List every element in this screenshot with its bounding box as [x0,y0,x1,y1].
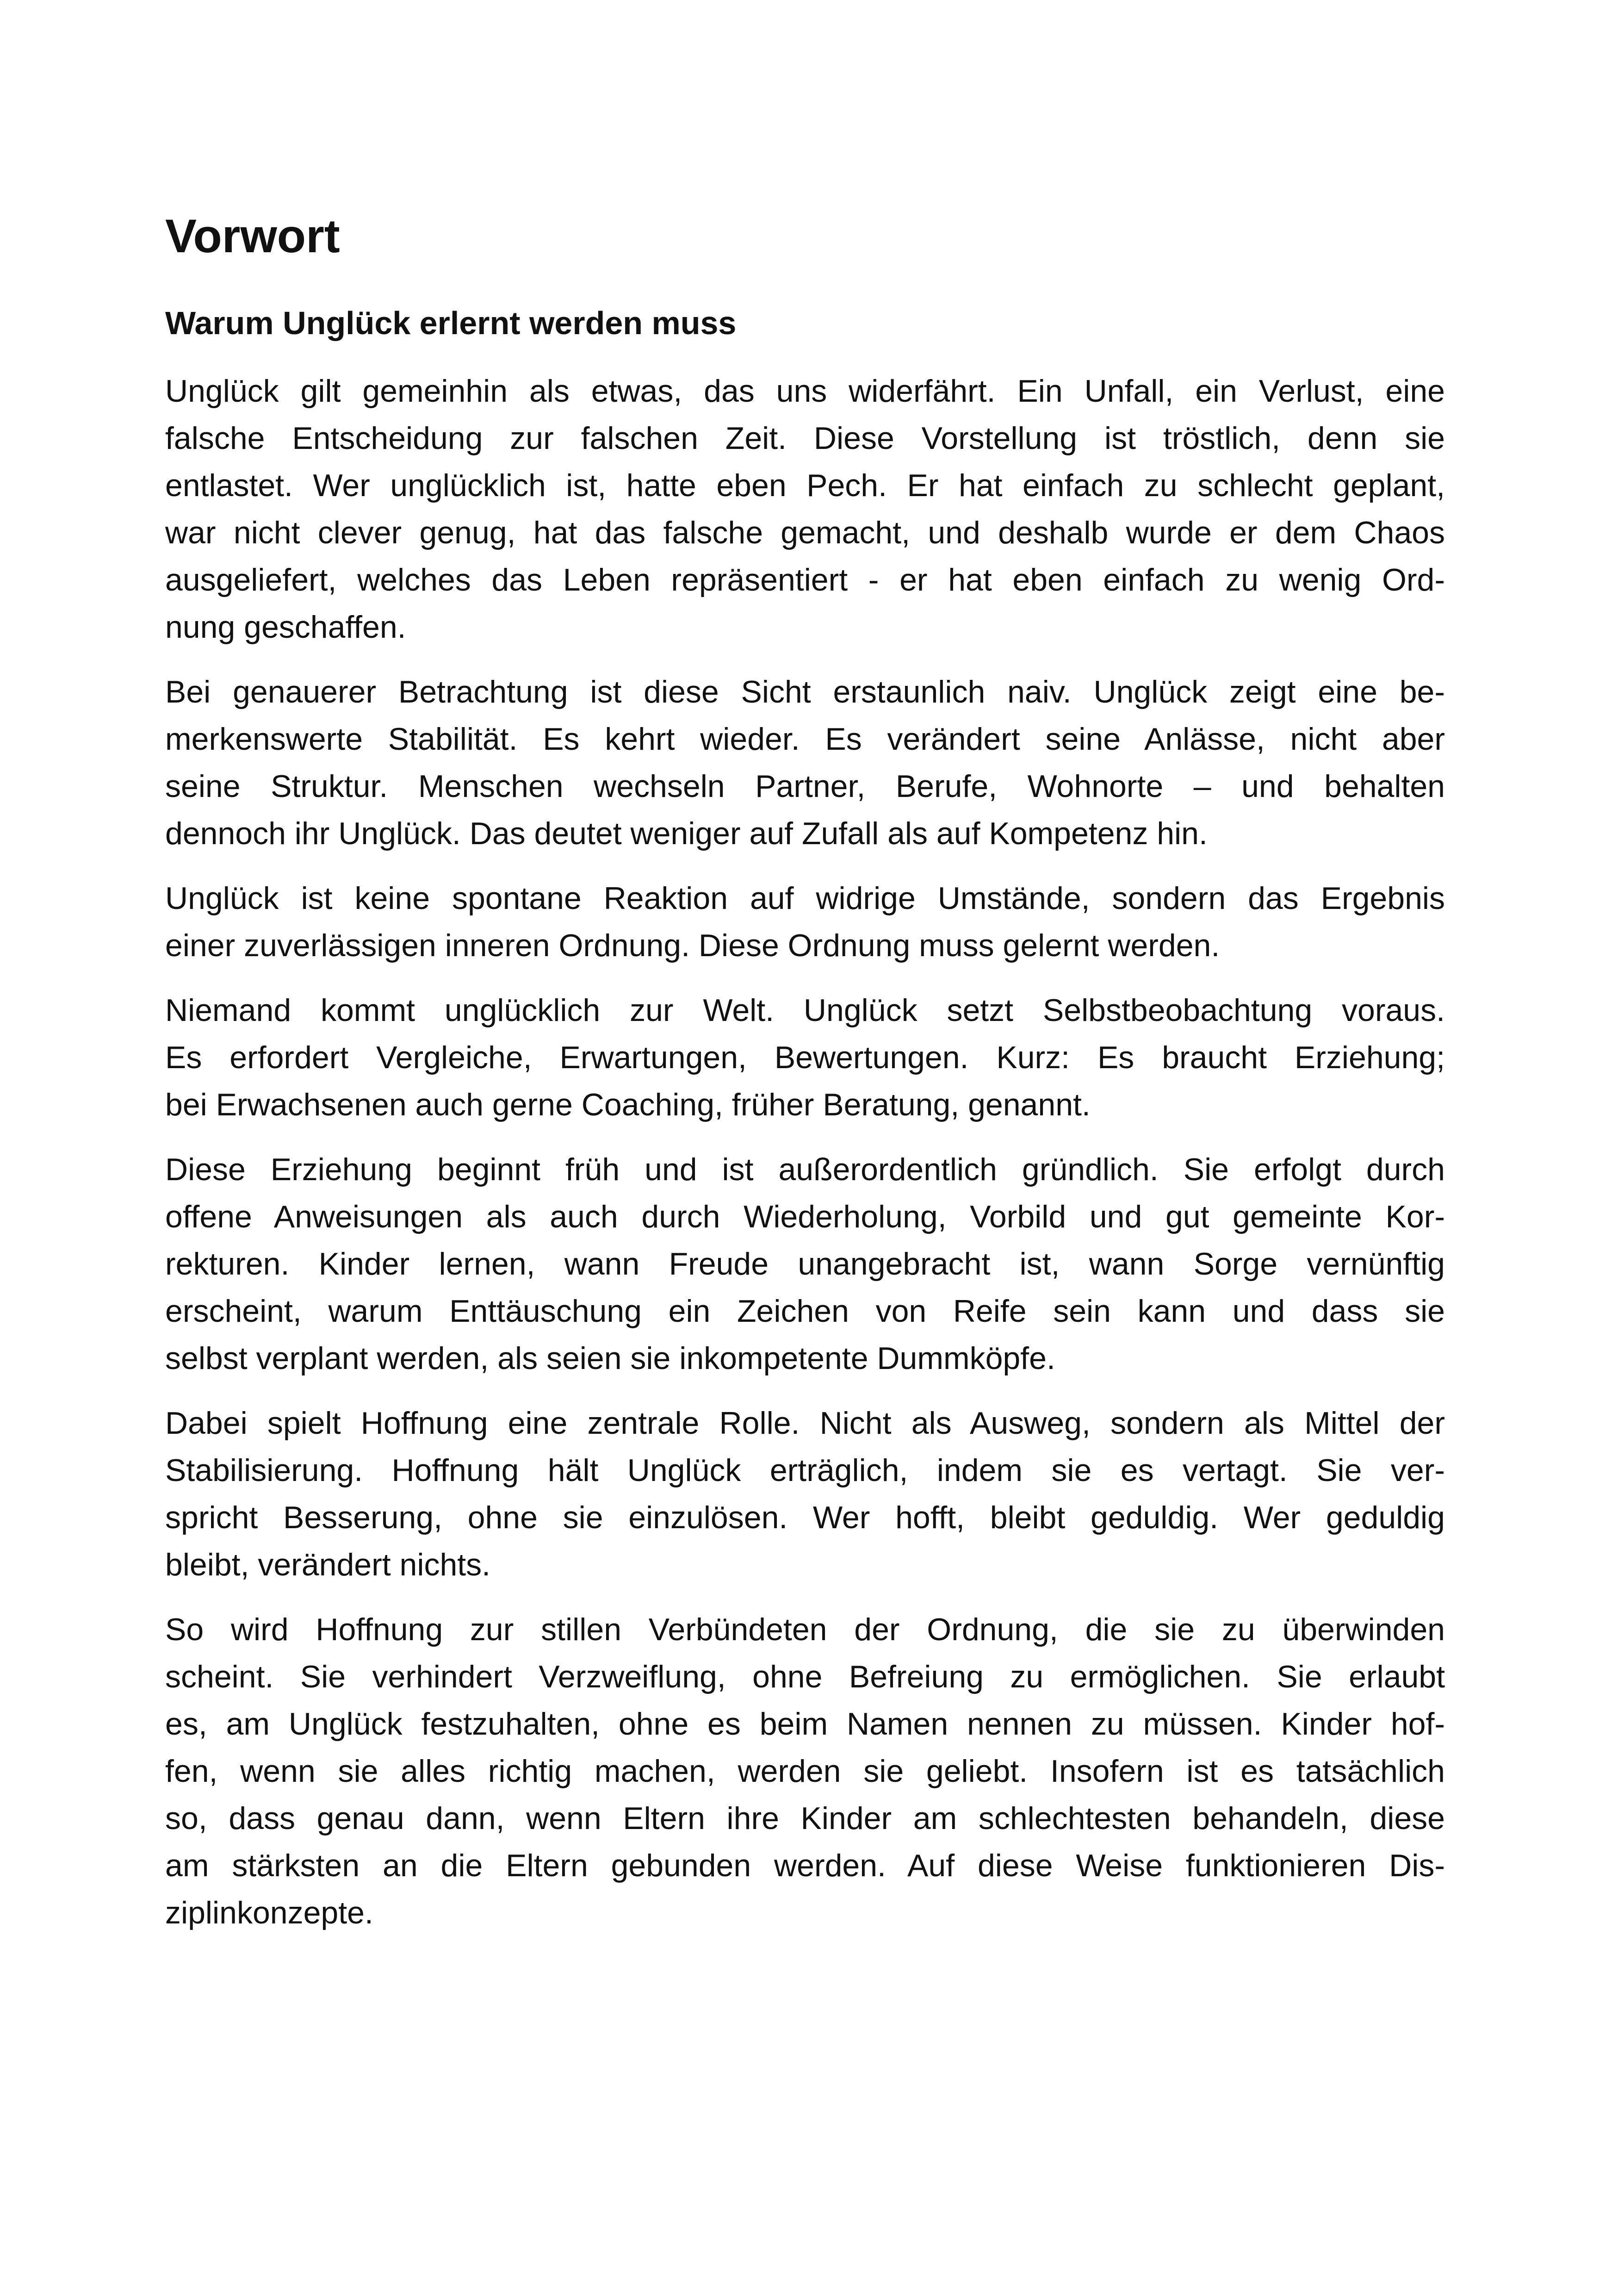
text-line: falsche Entscheidung zur falschen Zeit. Diese Vorstellung ist tröstlich, denn sie [165,421,1445,456]
text-line: Unglück ist keine spontane Reaktion auf widrige Umstände, sondern das Ergebnis [165,881,1445,916]
text-line: bleibt, verändert nichts. [165,1547,491,1582]
text-line: Es erfordert Vergleiche, Erwartungen, Bewertungen. Kurz: Es braucht Erziehung; [165,1040,1445,1075]
text-line: merkenswerte Stabilität. Es kehrt wieder. Es verändert seine Anlässe, nicht aber [165,722,1445,757]
text-line: entlastet. Wer unglücklich ist, hatte eben Pech. Er hat einfach zu schlecht geplant, [165,468,1445,503]
paragraph-5 [165,1146,1445,1382]
text-line: einer zuverlässigen inneren Ordnung. Diese Ordnung muss gelernt werden. [165,928,1220,963]
text-line: ausgeliefert, welches das Leben repräsentiert - er hat eben einfach zu wenig Ord- [165,562,1445,597]
text-line: Niemand kommt unglücklich zur Welt. Unglück setzt Selbstbeobachtung voraus. [165,993,1445,1028]
paragraph-6 [165,1400,1445,1588]
page-content [165,204,1445,1936]
text-line: rekturen. Kinder lernen, wann Freude unangebracht ist, wann Sorge vernünftig [165,1246,1445,1282]
text-line: nung geschaffen. [165,610,406,645]
text-line: offene Anweisungen als auch durch Wiederholung, Vorbild und gut gemeinte Kor- [165,1199,1445,1234]
text-line: dennoch ihr Unglück. Das deutet weniger auf Zufall als auf Kompetenz hin. [165,816,1208,851]
text-line: scheint. Sie verhindert Verzweiflung, ohne Befreiung zu ermöglichen. Sie erlaubt [165,1659,1445,1694]
text-line: Stabilisierung. Hoffnung hält Unglück erträglich, indem sie es vertagt. Sie ver- [165,1453,1445,1488]
text-line: Dabei spielt Hoffnung eine zentrale Rolle. Nicht als Ausweg, sondern als Mittel der [165,1406,1445,1441]
paragraph-4 [165,987,1445,1128]
text-line: selbst verplant werden, als seien sie inkompetente Dummköpfe. [165,1341,1055,1376]
text-line: Diese Erziehung beginnt früh und ist außerordentlich gründlich. Sie erfolgt durch [165,1152,1445,1187]
section-subtitle: Warum Unglück erlernt werden muss [165,305,737,341]
text-line: fen, wenn sie alles richtig machen, werden sie geliebt. Insofern ist es tatsächlich [165,1754,1445,1789]
text-line: so, dass genau dann, wenn Eltern ihre Kinder am schlechtesten behandeln, diese [165,1801,1445,1836]
text-line: war nicht clever genug, hat das falsche gemacht, und deshalb wurde er dem Chaos [165,515,1445,550]
text-line: erscheint, warum Enttäuschung ein Zeichen von Reife sein kann und dass sie [165,1294,1445,1329]
page-title: Vorwort [165,210,340,262]
text-line: am stärksten an die Eltern gebunden werden. Auf diese Weise funktionieren Dis- [165,1848,1445,1883]
text-line: So wird Hoffnung zur stillen Verbündeten der Ordnung, die sie zu überwinden [165,1612,1445,1647]
paragraph-2 [165,668,1445,857]
text-line: bei Erwachsenen auch gerne Coaching, früher Beratung, genannt. [165,1087,1091,1122]
paragraph-3 [165,875,1445,969]
text-line: Unglück gilt gemeinhin als etwas, das uns widerfährt. Ein Unfall, ein Verlust, eine [165,373,1445,409]
text-line: es, am Unglück festzuhalten, ohne es beim Namen nennen zu müssen. Kinder hof- [165,1706,1445,1742]
paragraph-7 [165,1606,1445,1936]
text-line: seine Struktur. Menschen wechseln Partner, Berufe, Wohnorte – und behalten [165,769,1445,804]
paragraph-1 [165,367,1445,651]
text-line: ziplinkonzepte. [165,1895,373,1930]
text-line: Bei genauerer Betrachtung ist diese Sicht erstaunlich naiv. Unglück zeigt eine be- [165,674,1445,709]
text-line: spricht Besserung, ohne sie einzulösen. Wer hofft, bleibt geduldig. Wer geduldig [165,1500,1445,1535]
